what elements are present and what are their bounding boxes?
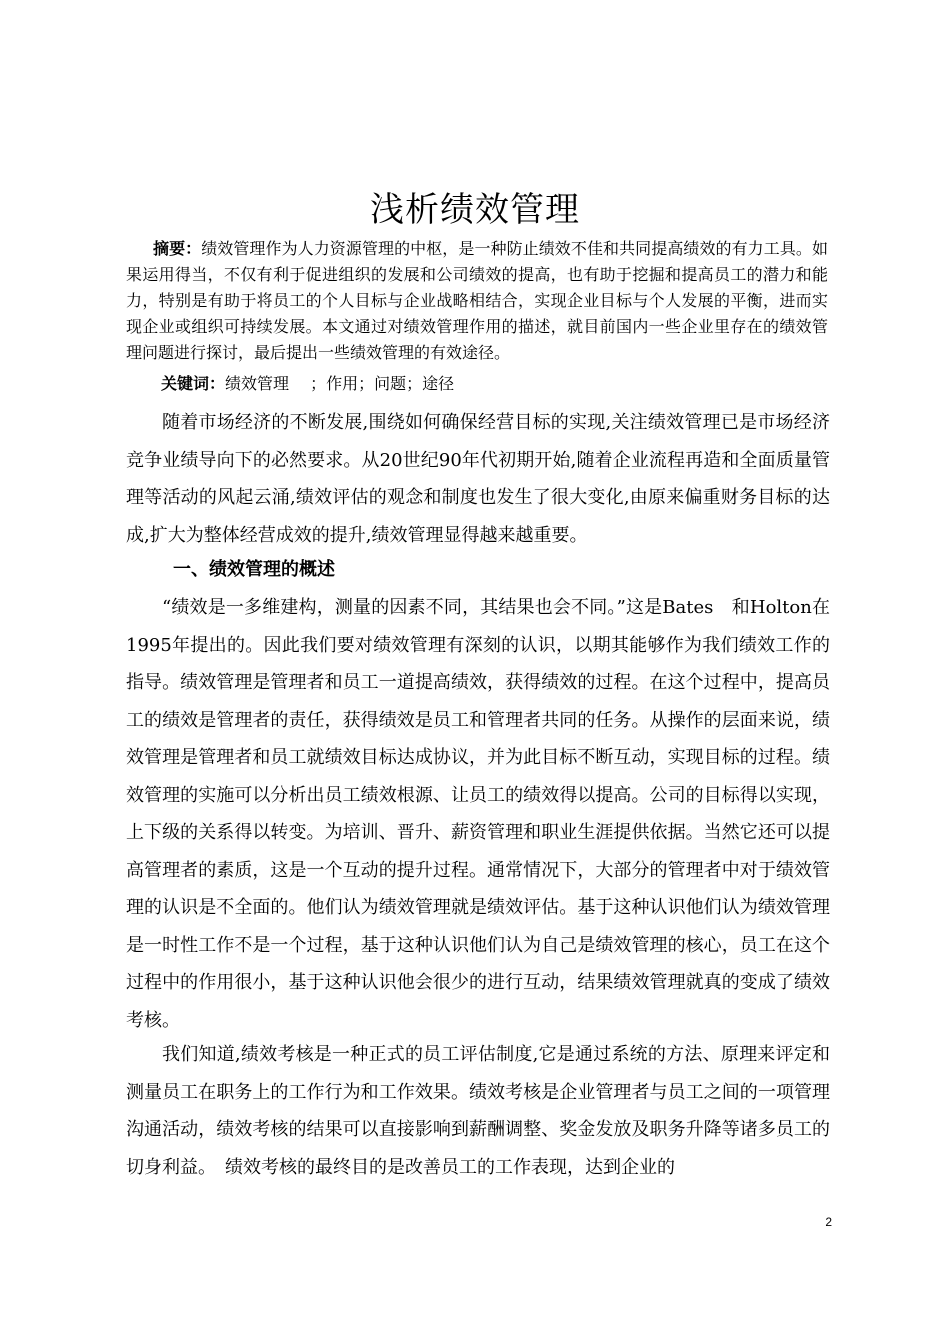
body-paragraph-appraisal: 我们知道,绩效考核是一种正式的员工评估制度,它是通过系统的方法、原理来评定和测量员工在职务上的工作行为和工作效果。绩效考核是企业管理者与员工之间的一项管理沟通活动，绩效考核的结果可以直接影响到薪酬调整、奖金发放及职务升降等诸多员工的切身利益。 绩效考核的最终目的是改善员工的工作表现，达到企业的 xyxy=(126,1044,830,1178)
abstract-text: 绩效管理作为人力资源管理的中枢，是一种防止绩效不佳和共同提高绩效的有力工具。如果运用得当，不仅有利于促进组织的发展和公司绩效的提高，也有助于挖掘和提高员工的潜力和能力，特别是有助于将员工的个人目标与企业战略相结合，实现企业目标与个人发展的平衡，进而实现企业或组织可持续发展。本文通过对绩效管理作用的描述，就目前国内一些企业里存在的绩效管理问题进行探讨，最后提出一些绩效管理的有效途径。 xyxy=(126,239,828,362)
body-paragraph-intro: 随着市场经济的不断发展,围绕如何确保经营目标的实现,关注绩效管理已是市场经济竞争业绩导向下的必然要求。从20世纪90年代初期开始,随着企业流程再造和全面质量管理等活动的风起云涌,绩效评估的观念和制度也发生了很大变化,由原来偏重财务目标的达成,扩大为整体经营成效的提升,绩效管理显得越来越重要。 xyxy=(126,412,830,546)
keywords-text: 绩效管理 ；作用；问题；途径 xyxy=(225,374,455,393)
page-number: 2 xyxy=(825,1215,832,1229)
keywords-line xyxy=(161,371,454,397)
abstract-label: 摘要： xyxy=(153,239,202,258)
document-title: 浅析绩效管理 xyxy=(370,190,580,230)
keywords-label: 关键词： xyxy=(161,374,226,393)
abstract-paragraph xyxy=(126,236,828,366)
body-paragraph-overview: “绩效是一多维建构，测量的因素不同，其结果也会不同。”这是Bates 和Holton在1995年提出的。因此我们要对绩效管理有深刻的认识，以期其能够作为我们绩效工作的指导。绩效管理是管理者和员工一道提高绩效，获得绩效的过程。在这个过程中，提高员工的绩效是管理者的责任，获得绩效是员工和管理者共同的任务。从操作的层面来说，绩效管理是管理者和员工就绩效目标达成协议，并为此目标不断互动，实现目标的过程。绩效管理的实施可以分析出员工绩效根源、让员工的绩效得以提高。公司的目标得以实现，上下级的关系得以转变。为培训、晋升、薪资管理和职业生涯提供依据。当然它还可以提高管理者的素质，这是一个互动的提升过程。通常情况下，大部分的管理者中对于绩效管理的认识是不全面的。他们认为绩效管理就是绩效评估。基于这种认识他们认为绩效管理是一时性工作不是一个过程，基于这种认识他们认为自己是绩效管理的核心，员工在这个过程中的作用很小，基于这种认识他会很少的进行互动，结果绩效管理就真的变成了绩效考核。 xyxy=(126,597,830,1031)
section-heading: 一、绩效管理的概述 xyxy=(173,559,335,580)
